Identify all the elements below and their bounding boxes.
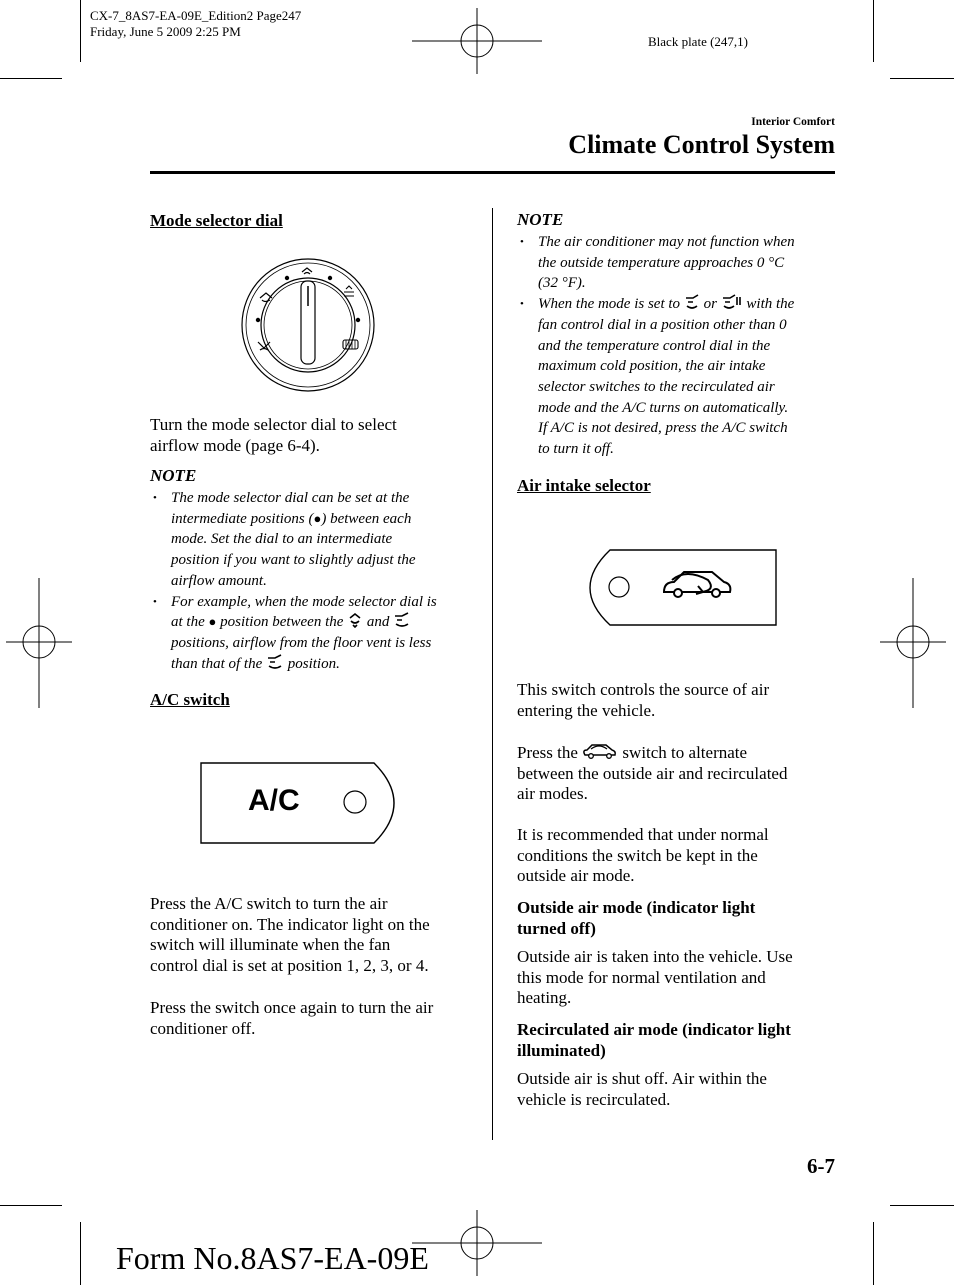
form-number: Form No.8AS7-EA-09E <box>116 1240 429 1276</box>
text-fragment: or <box>703 296 717 313</box>
text-line: entering the vehicle. <box>517 700 656 720</box>
text-line: The air conditioner may not function when <box>538 234 795 250</box>
crop-mark <box>873 1222 874 1285</box>
air-intake-paragraph-2 <box>517 742 787 805</box>
text-line: conditioner on. The indicator light on the <box>150 914 430 934</box>
note-label-left: NOTE <box>150 466 197 485</box>
page-number: 6-7 <box>807 1154 835 1178</box>
text-line: Turn the mode selector dial to select <box>150 415 397 434</box>
outside-air-heading <box>517 898 755 939</box>
text-line: position if you want to slightly adjust the <box>171 552 416 569</box>
text-line: air modes. <box>517 784 588 804</box>
print-header-job <box>90 8 301 40</box>
text-line: illuminated) <box>517 1040 606 1060</box>
bullet-icon: • <box>520 298 524 311</box>
text-line: airflow amount. <box>171 572 267 589</box>
crop-mark <box>80 0 81 62</box>
crop-mark <box>0 78 62 79</box>
text-line: This switch controls the source of air <box>517 680 770 699</box>
ac-switch-heading: A/C switch <box>150 690 230 709</box>
list-item <box>150 488 480 592</box>
text-line: airflow mode (page 6-4). <box>150 435 320 455</box>
text-line: vehicle is recirculated. <box>517 1089 671 1109</box>
text-line: switch will illuminate when the fan <box>150 935 391 955</box>
text-fragment: When the mode is set to <box>538 296 681 313</box>
recirculated-air-heading <box>517 1020 791 1061</box>
text-line: (32 °F). <box>538 275 586 292</box>
text-fragment: at the <box>171 614 205 631</box>
crop-mark <box>80 1222 81 1285</box>
air-intake-paragraph-1 <box>517 680 769 721</box>
text-line: fan control dial in a position other than 0 <box>538 316 787 333</box>
text-line: Press the switch once again to turn the air <box>150 998 434 1017</box>
ac-paragraph-1 <box>150 894 430 976</box>
text-line <box>517 742 787 764</box>
bullet-icon: • <box>153 492 157 504</box>
print-header-plate: Black plate (247,1) <box>648 34 748 49</box>
list-item <box>517 294 837 460</box>
text-fragment: intermediate positions ( <box>171 510 314 527</box>
section-name: Interior Comfort <box>751 116 835 128</box>
text-line: selector switches to the recirculated air <box>538 378 775 395</box>
text-line: to turn it off. <box>538 441 614 458</box>
text-line: Outside air mode (indicator light <box>517 898 756 917</box>
recirculated-air-paragraph <box>517 1069 767 1110</box>
text-line: control dial is set at position 1, 2, 3, or 4. <box>150 955 429 975</box>
registration-mark-left <box>6 578 72 708</box>
text-line: mode and the A/C turns on automatically. <box>538 399 789 416</box>
air-intake-heading: Air intake selector <box>517 476 651 495</box>
column-divider <box>492 208 493 1140</box>
text-line: positions, airflow from the floor vent is less <box>171 634 432 651</box>
list-item <box>150 592 480 675</box>
text-fragment: position. <box>287 655 340 672</box>
registration-mark-right <box>880 578 946 708</box>
text-line: The mode selector dial can be set at the <box>171 490 410 506</box>
mode-selector-dial-illustration <box>240 258 376 392</box>
air-intake-paragraph-3 <box>517 825 769 887</box>
intermediate-dot-icon: ● <box>313 510 322 526</box>
text-fragment: with the <box>746 296 795 313</box>
text-line: mode. Set the dial to an intermediate <box>171 531 393 548</box>
text-line: this mode for normal ventilation and <box>517 967 766 987</box>
outside-air-paragraph <box>517 947 793 1009</box>
text-line: the outside temperature approaches 0 °C <box>538 254 785 271</box>
note-list-right <box>517 232 837 460</box>
floor-defrost-icon <box>721 294 743 310</box>
mode-selector-heading: Mode selector dial <box>150 211 283 230</box>
text-line: It is recommended that under normal <box>517 825 769 844</box>
bullet-icon: • <box>153 595 157 608</box>
text-line: outside air mode. <box>517 866 635 886</box>
crop-mark <box>890 1205 954 1206</box>
ac-paragraph-2 <box>150 998 433 1039</box>
ac-switch-label: A/C <box>248 784 300 817</box>
text-line: Press the A/C switch to turn the air <box>150 894 388 913</box>
air-intake-switch-illustration <box>570 548 780 628</box>
crop-mark <box>873 0 874 62</box>
text-line <box>171 509 480 530</box>
print-header-line1: CX-7_8AS7-EA-09E_Edition2 Page247 <box>90 8 302 23</box>
text-fragment: ) between each <box>321 510 412 527</box>
text-line: For example, when the mode selector dial is <box>171 593 437 610</box>
page-title: Climate Control System <box>568 130 835 159</box>
floor-icon <box>393 612 411 628</box>
text-line: Outside air is taken into the vehicle. Use <box>517 947 793 966</box>
text-line: turned off) <box>517 918 596 938</box>
registration-mark-bottom <box>412 1210 542 1276</box>
text-line <box>171 654 480 675</box>
text-line <box>538 294 837 315</box>
print-header-line2: Friday, June 5 2009 2:25 PM <box>90 24 241 39</box>
header-rule <box>150 171 835 174</box>
ac-switch-illustration <box>199 761 417 845</box>
text-line <box>171 612 480 633</box>
text-line: conditioner off. <box>150 1018 256 1038</box>
list-item <box>517 232 837 294</box>
text-line: between the outside air and recirculated <box>517 763 788 783</box>
bullet-icon: • <box>520 236 524 248</box>
mode-selector-paragraph <box>150 415 397 456</box>
text-line: maximum cold position, the air intake <box>538 358 766 375</box>
floor-icon <box>266 654 284 670</box>
text-fragment: position between the <box>220 614 344 631</box>
text-line: conditions the switch be kept in the <box>517 845 758 865</box>
text-fragment: Press the <box>517 743 578 762</box>
crop-mark <box>0 1205 62 1206</box>
text-fragment: than that of the <box>171 655 263 672</box>
text-line: Outside air is shut off. Air within the <box>517 1069 767 1088</box>
registration-mark-top <box>412 8 542 74</box>
intermediate-dot-icon: ● <box>208 614 217 630</box>
recirculation-car-icon <box>582 742 618 760</box>
text-line: heating. <box>517 988 572 1008</box>
floor-icon <box>684 294 700 310</box>
text-line: and the temperature control dial in the <box>538 337 771 354</box>
text-fragment: switch to alternate <box>622 743 748 762</box>
crop-mark <box>890 78 954 79</box>
text-fragment: and <box>366 614 390 631</box>
bi-level-icon <box>347 612 363 628</box>
text-line: Recirculated air mode (indicator light <box>517 1020 791 1039</box>
note-label-right: NOTE <box>517 210 564 229</box>
text-line: If A/C is not desired, press the A/C switch <box>538 420 788 437</box>
note-list-left <box>150 488 480 674</box>
